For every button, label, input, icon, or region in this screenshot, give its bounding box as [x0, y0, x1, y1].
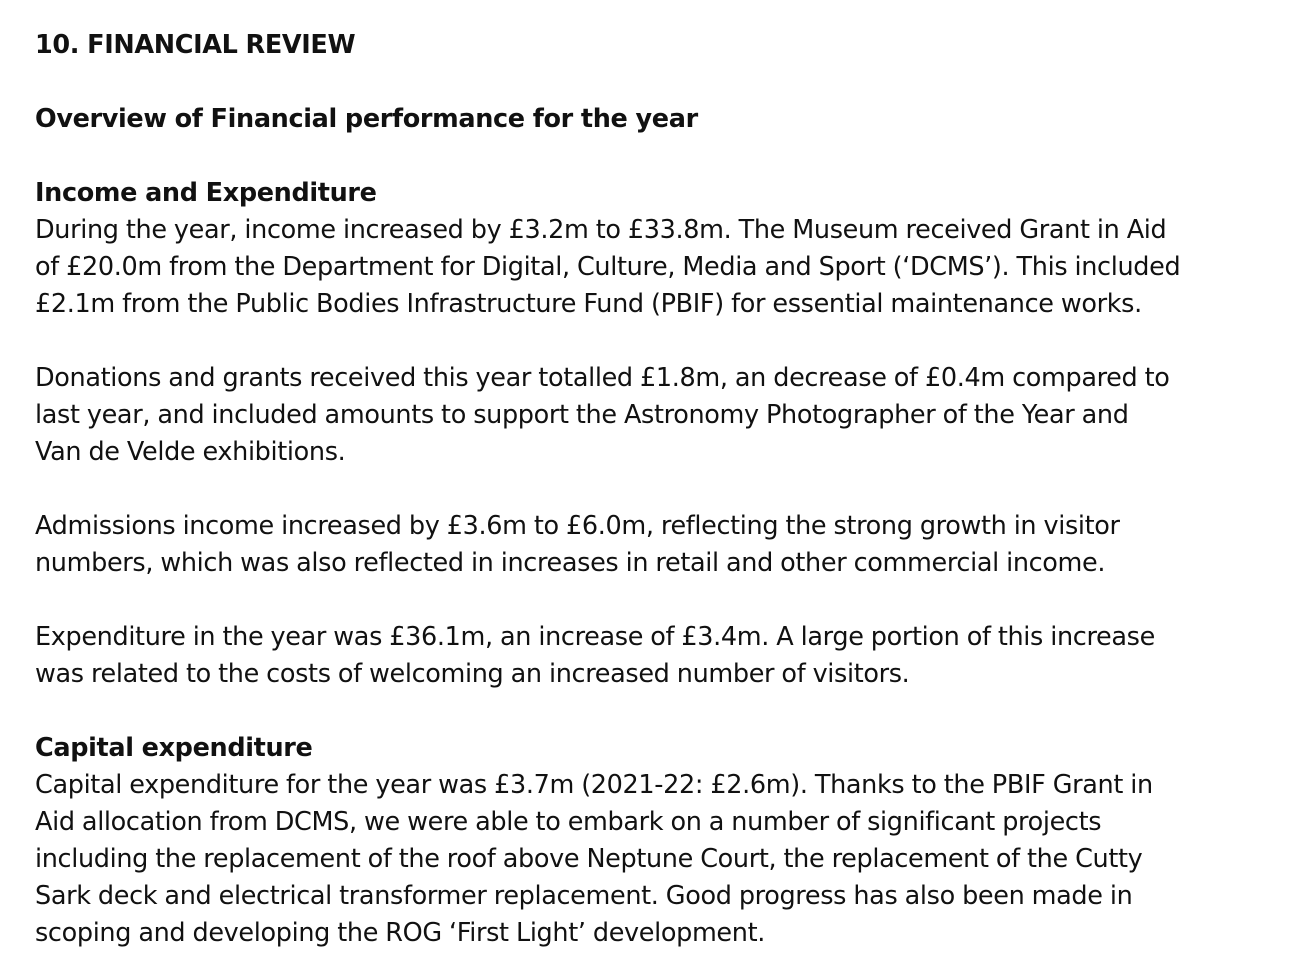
- paragraph-line: Donations and grants received this year totalled £1.8m, an decrease of £0.4m compared to: [35, 363, 1170, 393]
- paragraph-line: of £20.0m from the Department for Digital, Culture, Media and Sport (‘DCMS’). This included: [35, 252, 1181, 282]
- paragraph-line: Aid allocation from DCMS, we were able to embark on a number of significant projects: [35, 807, 1102, 837]
- admissions-paragraph: [35, 508, 1294, 582]
- donations-paragraph: [35, 360, 1294, 471]
- spacer: [35, 138, 1294, 175]
- paragraph-line: including the replacement of the roof above Neptune Court, the replacement of the Cutty: [35, 844, 1143, 874]
- paragraph-line: scoping and developing the ROG ‘First Light’ development.: [35, 918, 765, 948]
- capital-expenditure-heading: Capital expenditure: [35, 733, 313, 763]
- paragraph-line: was related to the costs of welcoming an increased number of visitors.: [35, 659, 910, 689]
- paragraph-line: Admissions income increased by £3.6m to £6.0m, reflecting the strong growth in visitor: [35, 511, 1120, 541]
- spacer: [35, 582, 1294, 619]
- paragraph-line: Sark deck and electrical transformer replacement. Good progress has also been made in: [35, 881, 1133, 911]
- income-expenditure-heading: Income and Expenditure: [35, 178, 377, 208]
- paragraph-line: £2.1m from the Public Bodies Infrastructure Fund (PBIF) for essential maintenance works.: [35, 289, 1142, 319]
- paragraph-line: last year, and included amounts to support the Astronomy Photographer of the Year and: [35, 400, 1129, 430]
- spacer: [35, 64, 1294, 101]
- paragraph-line: numbers, which was also reflected in increases in retail and other commercial income.: [35, 548, 1106, 578]
- paragraph-line: Van de Velde exhibitions.: [35, 437, 346, 467]
- expenditure-paragraph: [35, 619, 1294, 693]
- spacer: [35, 693, 1294, 730]
- overview-heading: Overview of Financial performance for the year: [35, 104, 698, 134]
- paragraph-line: During the year, income increased by £3.2m to £33.8m. The Museum received Grant in Aid: [35, 215, 1167, 245]
- paragraph-line: Capital expenditure for the year was £3.7m (2021-22: £2.6m). Thanks to the PBIF Grant in: [35, 770, 1153, 800]
- section-title: 10. FINANCIAL REVIEW: [35, 30, 356, 60]
- income-paragraph: [35, 212, 1294, 323]
- capital-paragraph: [35, 767, 1294, 952]
- spacer: [35, 323, 1294, 360]
- spacer: [35, 471, 1294, 508]
- paragraph-line: Expenditure in the year was £36.1m, an increase of £3.4m. A large portion of this increase: [35, 622, 1155, 652]
